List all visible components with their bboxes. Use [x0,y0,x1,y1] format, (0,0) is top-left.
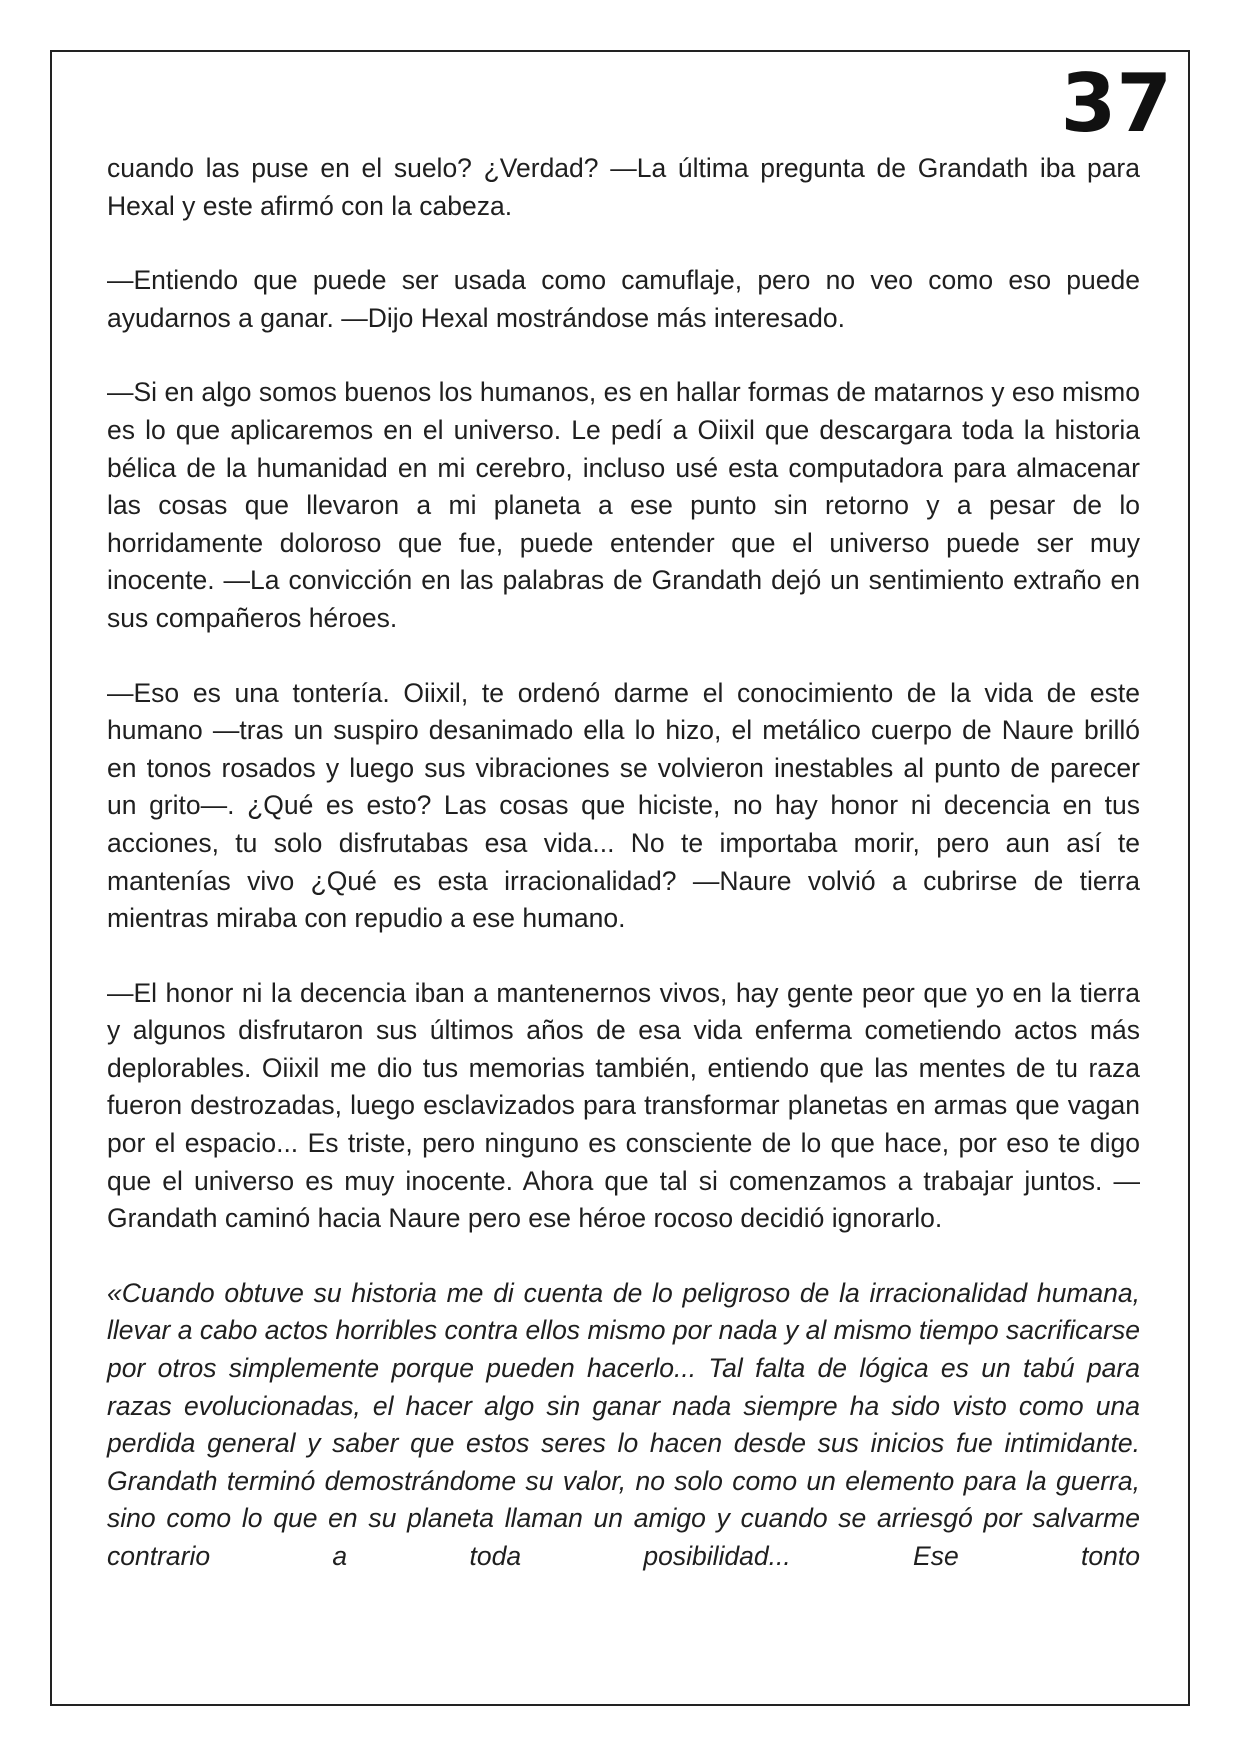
paragraph-6-italic-quote: «Cuando obtuve su historia me di cuenta de lo peligroso de la irracionalidad humana, llevar a cabo actos horribles contra ellos mismo por nada y al mismo tiempo sacrificarse por otros simplemente porque pueden hacerlo... Tal falta de lógica es un tabú para razas evolucionadas, el hacer algo sin ganar nada siempre ha sido visto como una perdida general y saber que estos seres lo hacen desde sus inicios fue intimidante. Grandath terminó demostrándome su valor, no solo como un elemento para la guerra, sino como lo que en su planeta llaman un amigo y cuando se arriesgó por salvarme contrario a toda posibilidad... Ese tonto [107,1277,1140,1571]
paragraph-5: —El honor ni la decencia iban a mantenernos vivos, hay gente peor que yo en la tierra y algunos disfrutaron sus últimos años de esa vida enferma cometiendo actos más deplorables. Oiixil me dio tus memorias también, entiendo que las mentes de tu raza fueron destrozadas, luego esclavizados para transformar planetas en armas que vagan por el espacio... Es triste, pero ninguno es consciente de lo que hace, por eso te digo que el universo es muy inocente. Ahora que tal si comenzamos a trabajar juntos. —Grandath caminó hacia Naure pero ese héroe rocoso decidió ignorarlo. [107,977,1140,1234]
paragraph-1: cuando las puse en el suelo? ¿Verdad? —La última pregunta de Grandath iba para Hexal y este afirmó con la cabeza. [107,153,1140,221]
page-frame [50,50,1190,1706]
page-number: 37 [1060,57,1172,150]
text-body [107,150,1140,1613]
paragraph-2: —Entiendo que puede ser usada como camuflaje, pero no veo como eso puede ayudarnos a ganar. —Dijo Hexal mostrándose más interesado. [107,265,1140,333]
paragraph-4: —Eso es una tontería. Oiixil, te ordenó darme el conocimiento de la vida de este humano —tras un suspiro desanimado ella lo hizo, el metálico cuerpo de Naure brilló en tonos rosados y luego sus vibraciones se volvieron inestables al punto de parecer un grito—. ¿Qué es esto? Las cosas que hiciste, no hay honor ni decencia en tus acciones, tu solo disfrutabas esa vida... No te importaba morir, pero aun así te mantenías vivo ¿Qué es esta irracionalidad? —Naure volvió a cubrirse de tierra mientras miraba con repudio a ese humano. [107,677,1140,934]
paragraph-3: —Si en algo somos buenos los humanos, es en hallar formas de matarnos y eso mismo es lo que aplicaremos en el universo. Le pedí a Oiixil que descargara toda la historia bélica de la humanidad en mi cerebro, incluso usé esta computadora para almacenar las cosas que llevaron a mi planeta a ese punto sin retorno y a pesar de lo horridamente doloroso que fue, puede entender que el universo puede ser muy inocente. —La convicción en las palabras de Grandath dejó un sentimiento extraño en sus compañeros héroes. [107,377,1140,633]
